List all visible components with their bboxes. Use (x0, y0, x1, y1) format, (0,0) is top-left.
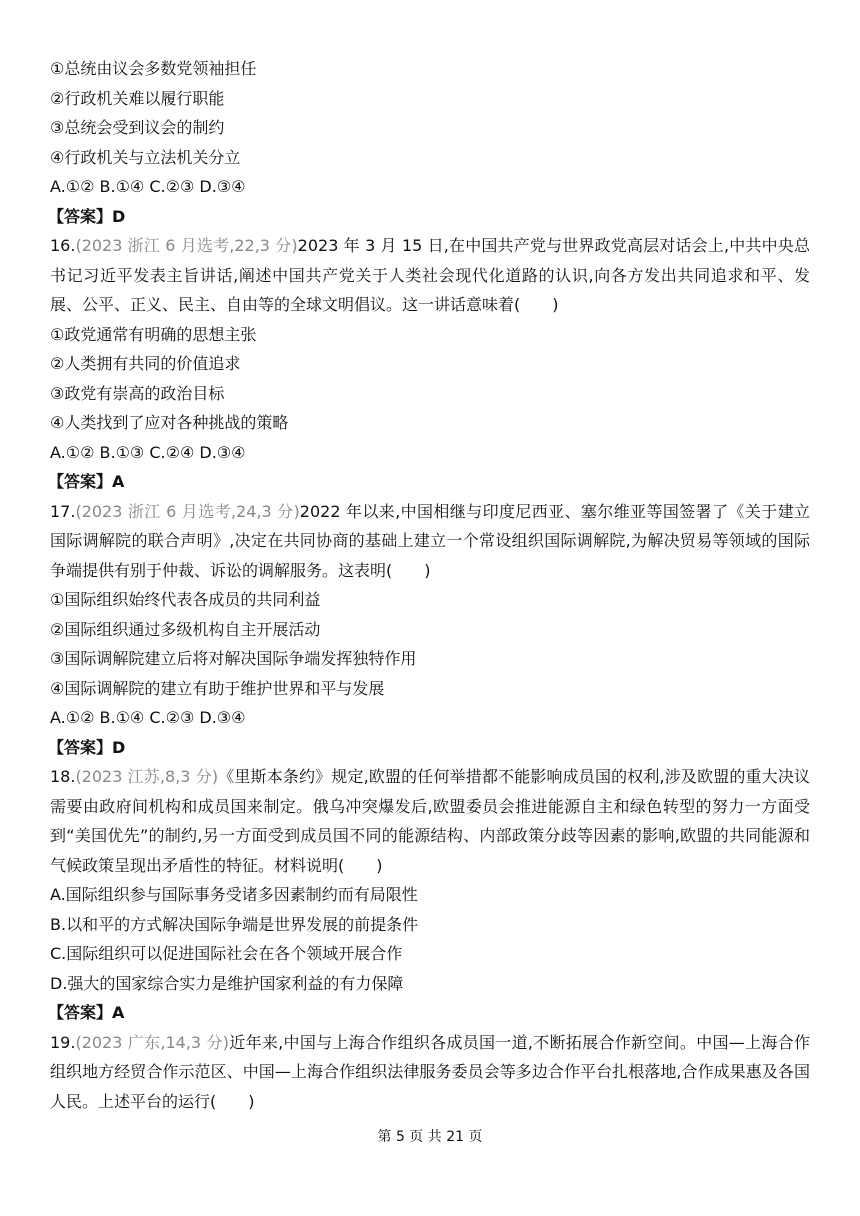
q16-answer: 【答案】A (48, 472, 125, 491)
q15-option-1: ①总统由议会多数党领袖担任 (50, 59, 257, 78)
q16-stem (50, 231, 810, 320)
q15-option-3: ③总统会受到议会的制约 (50, 118, 225, 137)
q19-stem (50, 1028, 810, 1117)
q15-choices: A.①② B.①④ C.②③ D.③④ (50, 177, 246, 196)
q18-option-d: D.强大的国家综合实力是维护国家利益的有力保障 (50, 973, 404, 993)
q16-option-1: ①政党通常有明确的思想主张 (50, 324, 257, 344)
q15-option-4: ④行政机关与立法机关分立 (50, 147, 241, 167)
q16-choices: A.①② B.①③ C.②④ D.③④ (50, 442, 246, 462)
q17-source: (2023 浙江 6 月选考,24,3 分) (75, 501, 300, 521)
q16-text: 2023 年 3 月 15 日,在中国共产党与世界政党高层对话会上,中共中央总书记习近平发表主旨讲话,阐述中国共产党关于人类社会现代化道路的认识,向各方发出共同追求和平、发展、公平、正义、民主、自由等的全球文明倡议。这一讲话意味着( ) (50, 236, 810, 314)
q17-option-4: ④国际调解院的建立有助于维护世界和平与发展 (50, 678, 385, 698)
q16-number: 16. (50, 236, 76, 255)
q15-option-2: ②行政机关难以履行职能 (50, 88, 225, 108)
q19-text: 近年来,中国与上海合作组织各成员国一道,不断拓展合作新空间。中国—上海合作组织地方经贸合作示范区、中国—上海合作组织法律服务委员会等多边合作平台扎根落地,合作成果惠及各国人民。上述平台的运行( ) (50, 1032, 810, 1111)
q18-option-a: A.国际组织参与国际事务受诸多因素制约而有局限性 (50, 885, 418, 904)
q18-number: 18. (50, 767, 76, 786)
q16-option-4: ④人类找到了应对各种挑战的策略 (50, 413, 289, 432)
document-page (50, 54, 810, 1116)
q17-stem (50, 497, 810, 586)
q18-answer: 【答案】A (48, 1003, 125, 1022)
q16-option-3: ③政党有崇高的政治目标 (50, 383, 225, 403)
q18-stem (50, 762, 810, 880)
q15-answer: 【答案】D (48, 206, 126, 226)
q18-source: (2023 江苏,8,3 分) (75, 767, 219, 786)
q18-option-c: C.国际组织可以促进国际社会在各个领域开展合作 (50, 944, 403, 963)
q17-choices: A.①② B.①④ C.②③ D.③④ (50, 708, 246, 727)
q19-number: 19. (50, 1032, 76, 1052)
q17-option-3: ③国际调解院建立后将对解决国际争端发挥独特作用 (50, 649, 417, 668)
q17-option-1: ①国际组织始终代表各成员的共同利益 (50, 590, 321, 609)
page-footer: 第 5 页 共 21 页 (377, 1129, 483, 1145)
q16-source: (2023 浙江 6 月选考,22,3 分) (75, 236, 298, 255)
q17-option-2: ②国际组织通过多级机构自主开展活动 (50, 619, 321, 639)
q18-text: 《里斯本条约》规定,欧盟的任何举措都不能影响成员国的权利,涉及欧盟的重大决议需要由政府间机构和成员国来制定。俄乌冲突爆发后,欧盟委员会推进能源自主和绿色转型的努力一方面受到“美国优先”的制约,另一方面受到成员国不同的能源结构、内部政策分歧等因素的影响,欧盟的共同能源和气候政策呈现出矛盾性的特征。材料说明( ) (50, 767, 810, 875)
q19-source: (2023 广东,14,3 分) (75, 1032, 229, 1052)
q17-number: 17. (50, 501, 76, 521)
q17-answer: 【答案】D (48, 737, 126, 757)
q18-option-b: B.以和平的方式解决国际争端是世界发展的前提条件 (50, 914, 419, 934)
q17-text: 2022 年以来,中国相继与印度尼西亚、塞尔维亚等国签署了《关于建立国际调解院的联合声明》,决定在共同协商的基础上建立一个常设组织国际调解院,为解决贸易等领域的国际争端提供有别于仲裁、诉讼的调解服务。这表明( ) (50, 501, 810, 580)
q16-option-2: ②人类拥有共同的价值追求 (50, 354, 241, 373)
